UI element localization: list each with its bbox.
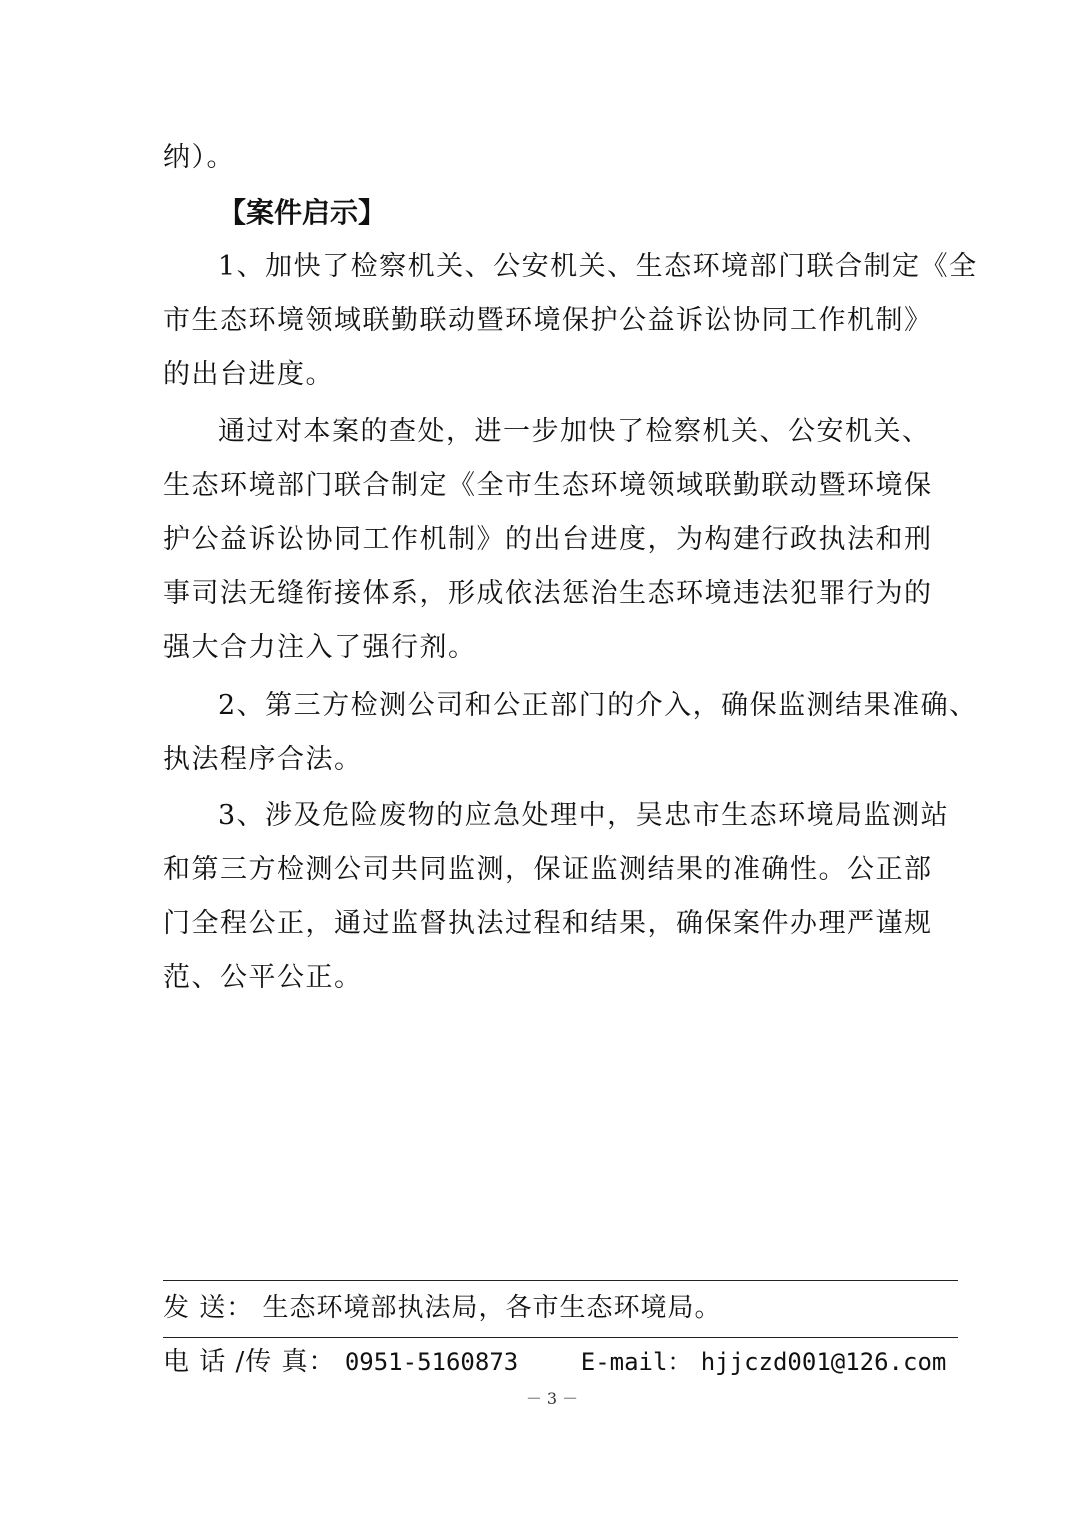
phone-number: 0951-5160873: [344, 1348, 519, 1376]
text-line: 门全程公正，通过监督执法过程和结果，确保案件办理严谨规: [163, 908, 933, 939]
paragraph-1: [163, 240, 978, 402]
page-number: － 3 －: [525, 1389, 579, 1408]
email-label: E-mail：: [580, 1348, 692, 1376]
text-line: 范、公平公正。: [163, 962, 363, 993]
send-to-value: 生态环境部执法局，各市生态环境局。: [262, 1293, 722, 1323]
text-line: 生态环境部门联合制定《全市生态环境领域联勤联动暨环境保: [163, 470, 933, 501]
footer-top-rule: [163, 1280, 958, 1281]
text-line: 和第三方检测公司共同监测，保证监测结果的准确性。公正部: [163, 854, 933, 885]
text-line: 市生态环境领域联勤联动暨环境保护公益诉讼协同工作机制》: [163, 305, 933, 336]
footer-middle-rule: [163, 1337, 958, 1338]
text-line: 的出台进度。: [163, 359, 334, 390]
paragraph-3: [163, 679, 978, 787]
text-line: 3、涉及危险废物的应急处理中，吴忠市生态环境局监测站: [218, 800, 950, 831]
text-line: 护公益诉讼协同工作机制》的出台进度，为构建行政执法和刑: [163, 524, 933, 555]
section-heading: 【案件启示】: [218, 196, 387, 229]
text-line: 纳）。: [163, 142, 235, 173]
contact-label: 电 话 /传 真：: [163, 1347, 336, 1377]
text-line: 通过对本案的查处，进一步加快了检察机关、公安机关、: [218, 416, 931, 447]
text-line: 事司法无缝衔接体系，形成依法惩治生态环境违法犯罪行为的: [163, 578, 933, 609]
send-to-line: [163, 1288, 722, 1328]
contact-line: [163, 1342, 946, 1382]
email-address[interactable]: hjjczd001@126.com: [700, 1348, 947, 1376]
send-to-label: 发 送：: [163, 1293, 254, 1323]
text-line: 强大合力注入了强行剂。: [163, 632, 477, 663]
text-line: 1、加快了检察机关、公安机关、生态环境部门联合制定《全: [218, 251, 978, 282]
paragraph-2: [163, 405, 933, 675]
text-line: 执法程序合法。: [163, 744, 363, 775]
text-line: 2、第三方检测公司和公正部门的介入，确保监测结果准确、: [218, 690, 978, 721]
continuation-text: [163, 131, 915, 185]
paragraph-4: [163, 789, 950, 1005]
